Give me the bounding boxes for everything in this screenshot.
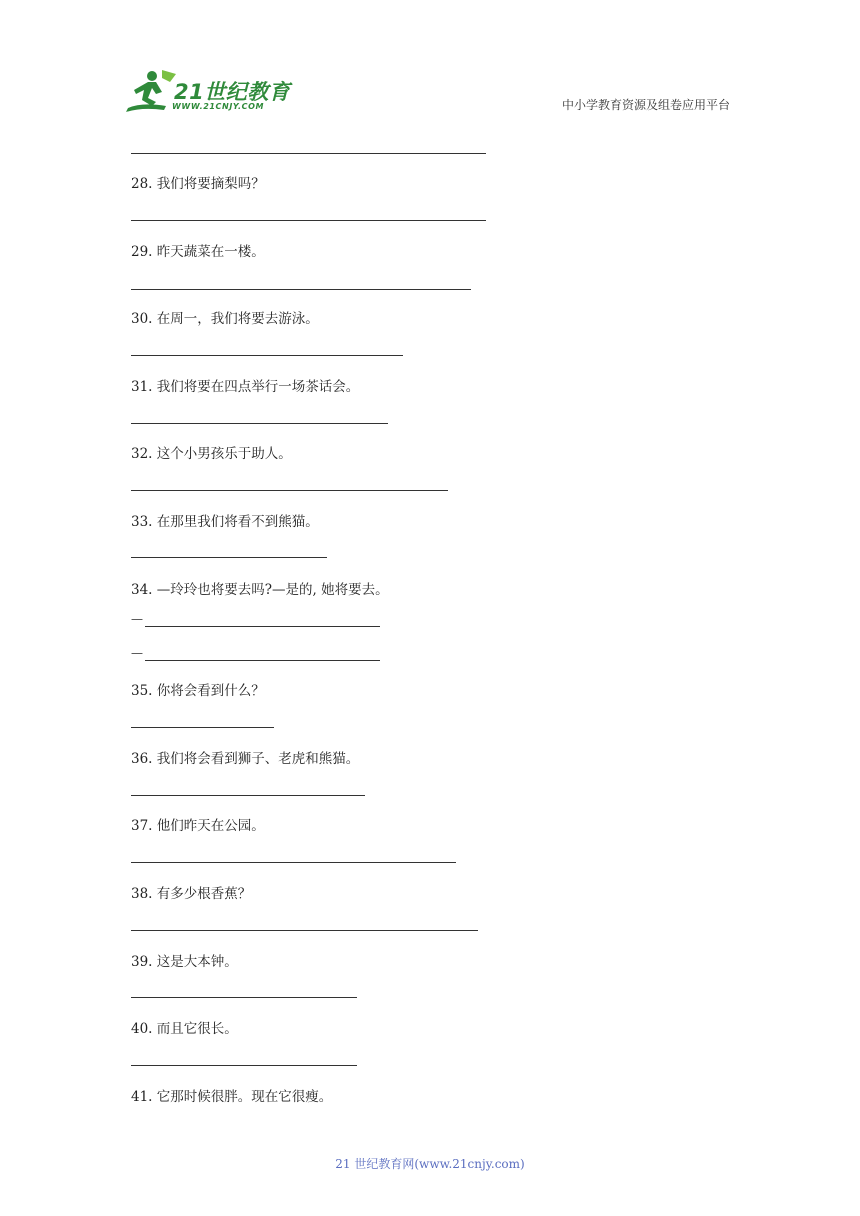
question-number: 31. <box>131 379 153 395</box>
question-text: 我们将会看到狮子、老虎和熊猫。 <box>156 751 360 767</box>
answer-line <box>131 490 448 491</box>
question-text: 有多少根香蕉？ <box>156 886 252 902</box>
question-33 <box>131 510 319 530</box>
answer-line <box>131 862 456 863</box>
platform-title: 中小学教育资源及组卷应用平台 <box>561 98 730 112</box>
question-38 <box>131 882 251 902</box>
runner-icon <box>122 68 178 116</box>
page-footer: 21 世纪教育网(www.21cnjy.com) <box>335 1157 525 1171</box>
question-number: 29. <box>131 244 153 260</box>
question-number: 30. <box>131 311 153 327</box>
question-number: 41. <box>131 1089 153 1105</box>
question-number: 40. <box>131 1021 153 1037</box>
logo-url: WWW.21CNJY.COM <box>172 102 265 111</box>
question-number: 36. <box>131 751 153 767</box>
answer-line <box>131 220 486 221</box>
answer-line <box>131 930 478 931</box>
question-number: 38. <box>131 886 153 902</box>
site-logo <box>122 68 292 118</box>
question-number: 35. <box>131 683 153 699</box>
question-text: 这个小男孩乐于助人。 <box>156 446 292 462</box>
answer-line <box>131 355 403 356</box>
answer-line <box>131 289 471 290</box>
answer-line <box>131 997 357 998</box>
answer-line <box>131 153 486 154</box>
question-28 <box>131 172 265 192</box>
answer-line <box>131 727 274 728</box>
question-number: 39. <box>131 954 153 970</box>
question-text: 而且它很长。 <box>156 1021 238 1037</box>
question-text: 它那时候很胖。现在它很瘦。 <box>156 1089 333 1105</box>
question-29 <box>131 240 265 260</box>
dialog-dash: — <box>131 646 143 660</box>
question-41 <box>131 1085 332 1105</box>
question-text: 在周一，我们将要去游泳。 <box>156 311 319 327</box>
question-36 <box>131 747 359 767</box>
question-text: 昨天蔬菜在一楼。 <box>156 244 265 260</box>
question-text: 我们将要在四点举行一场茶话会。 <box>156 379 360 395</box>
answer-line <box>131 1065 357 1066</box>
question-number: 34. <box>131 582 153 598</box>
question-number: 33. <box>131 514 153 530</box>
answer-line <box>131 423 388 424</box>
question-34 <box>131 578 389 598</box>
logo-text: 21世纪教育 <box>174 80 291 104</box>
answer-line <box>145 660 380 661</box>
question-text: —玲玲也将要去吗?—是的, 她将要去。 <box>156 582 389 598</box>
question-number: 28. <box>131 176 153 192</box>
question-text: 你将会看到什么？ <box>156 683 265 699</box>
question-text: 我们将要摘梨吗？ <box>156 176 265 192</box>
question-30 <box>131 307 319 327</box>
question-35 <box>131 679 265 699</box>
question-text: 这是大本钟。 <box>156 954 238 970</box>
question-number: 32. <box>131 446 153 462</box>
dialog-dash: — <box>131 612 143 626</box>
question-text: 他们昨天在公园。 <box>156 818 265 834</box>
question-32 <box>131 442 292 462</box>
question-text: 在那里我们将看不到熊猫。 <box>156 514 319 530</box>
answer-line <box>131 557 327 558</box>
question-39 <box>131 950 238 970</box>
question-40 <box>131 1017 238 1037</box>
question-number: 37. <box>131 818 153 834</box>
question-31 <box>131 375 359 395</box>
question-37 <box>131 814 265 834</box>
answer-line <box>131 795 365 796</box>
answer-line <box>145 626 380 627</box>
